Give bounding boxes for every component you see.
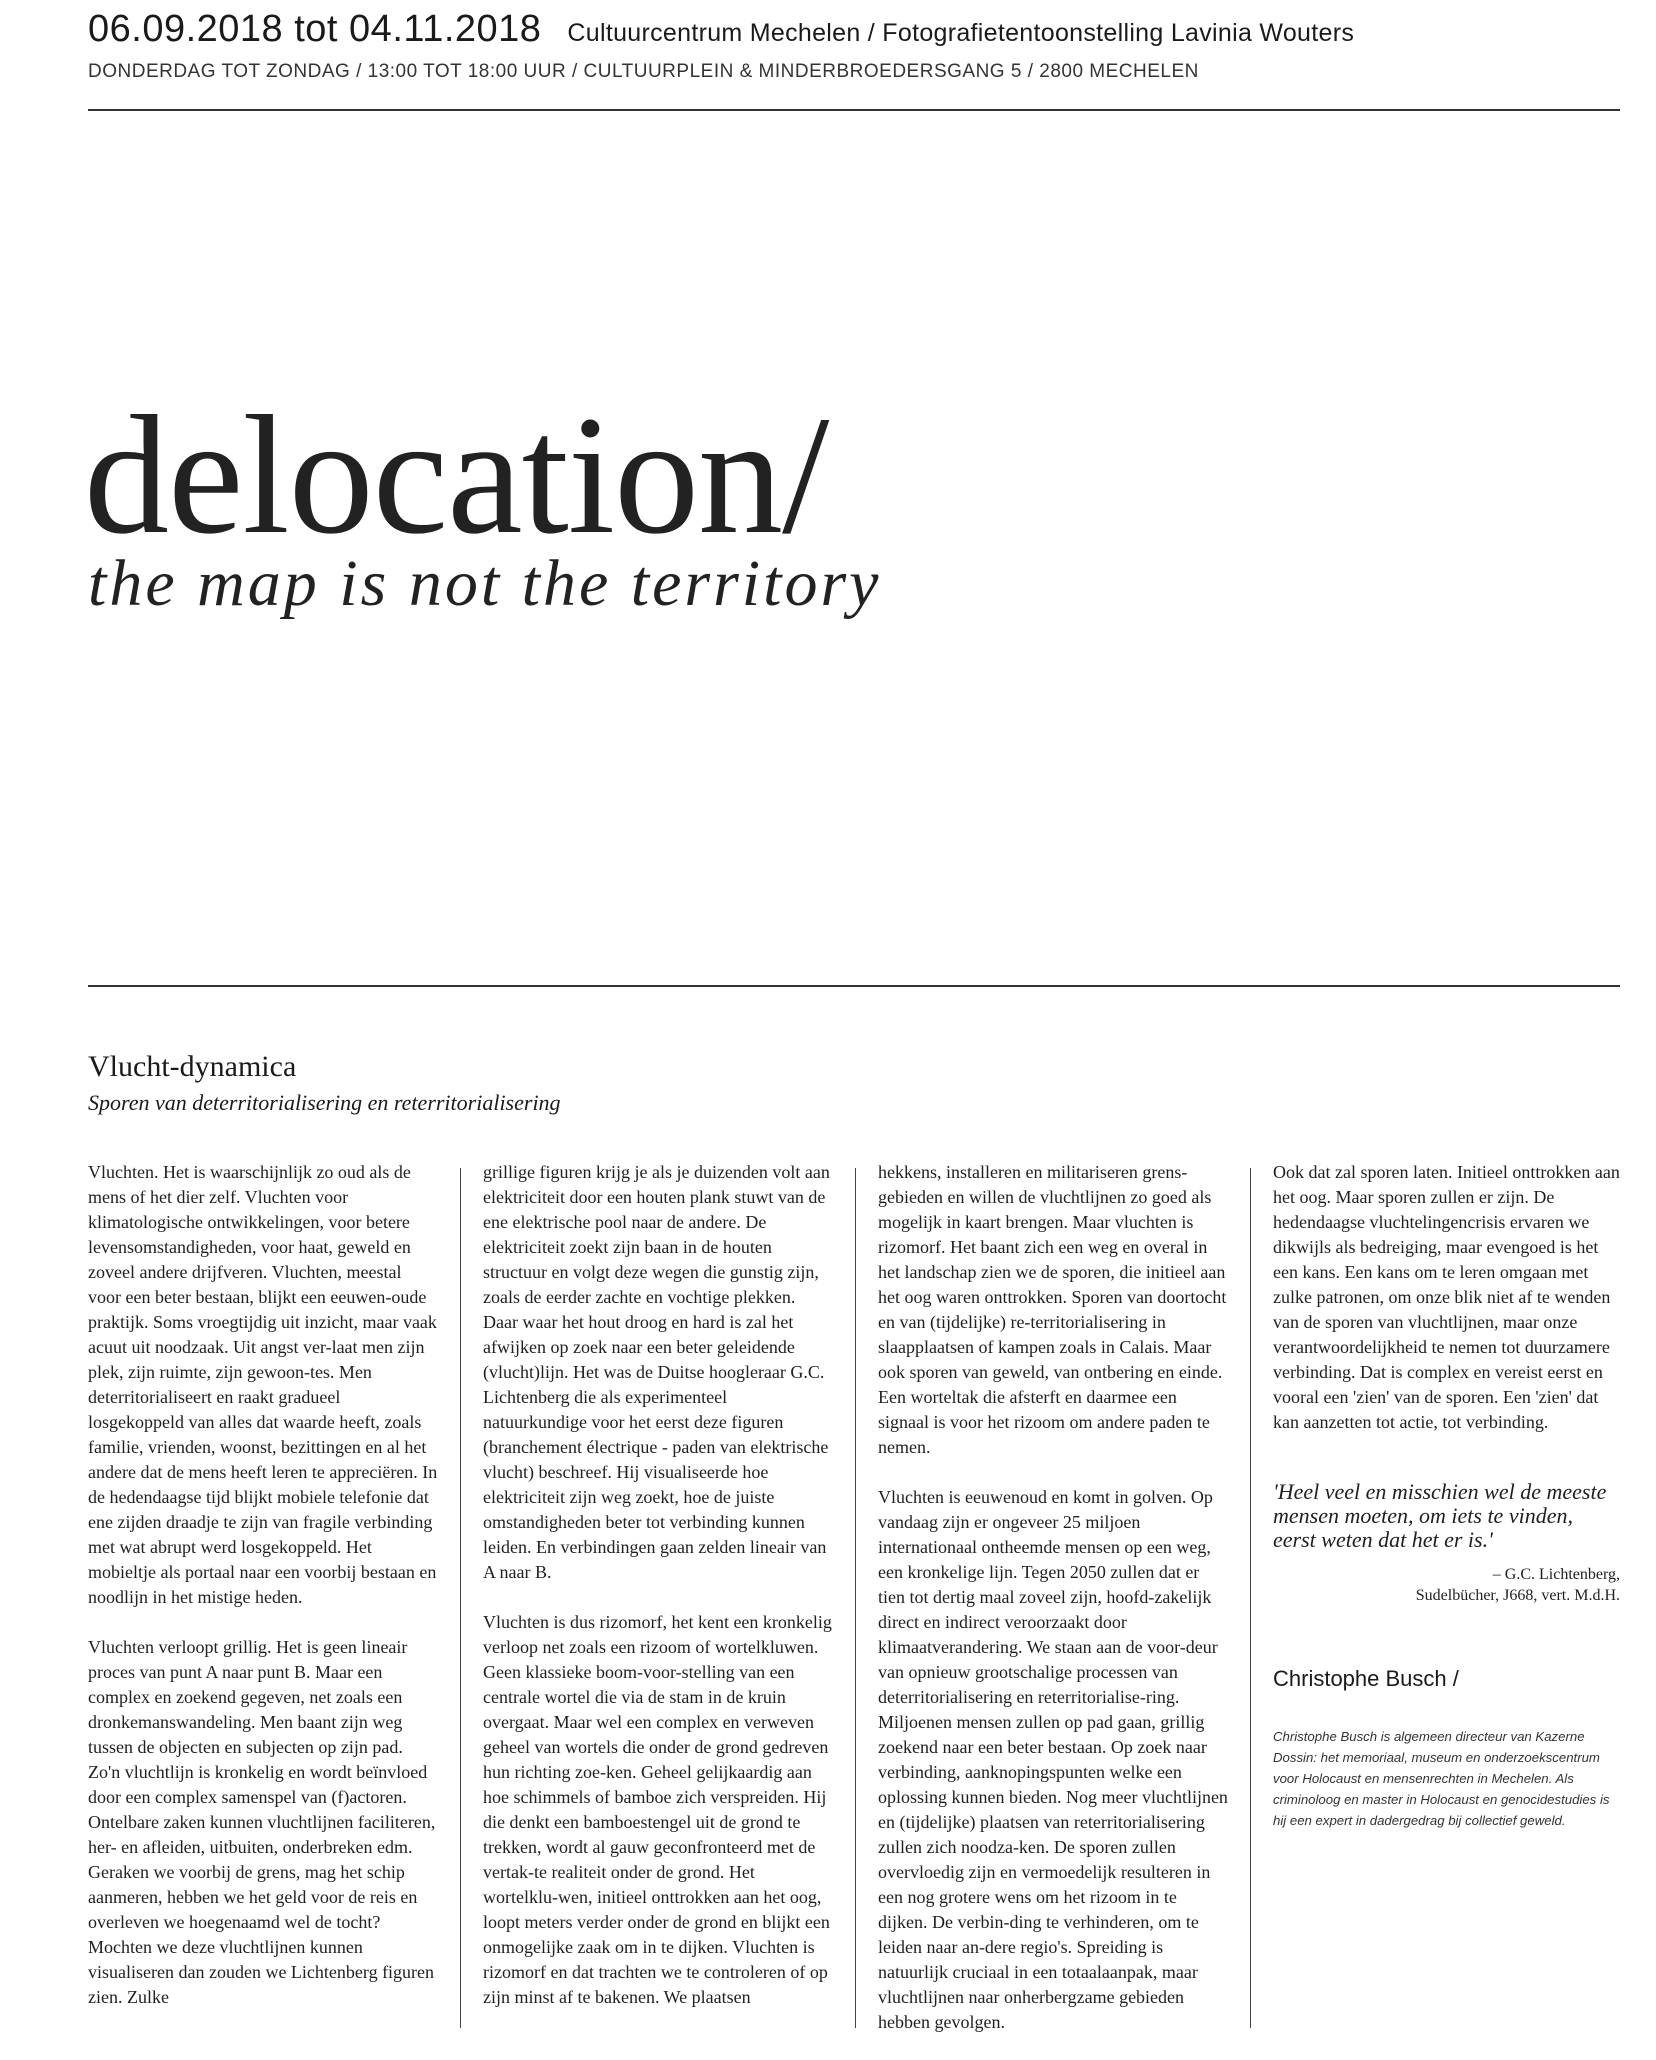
subtitle: the map is not the territory [88,547,882,620]
paragraph: hekkens, installeren en militariseren grens-gebieden en willen de vluchtlijnen zo goed als mogelijk in kaart brengen. Maar vluchten is rizomorf. Het baant zich een weg en overal in het landschap zien we de sporen, die initieel aan het oog waren onttrokken. Sporen van doortocht en van (tijdelijke) re-territorialisering in slaapplaatsen of kampen zoals in Calais. Maar ook sporen van geweld, van ontbering en einde. Een worteltak die afsterft en daarmee een signaal is voor het rizoom om andere paden te nemen. [878,1162,1227,1457]
exhibition-details: DONDERDAG TOT ZONDAG / 13:00 TOT 18:00 UUR / CULTUURPLEIN & MINDERBROEDERSGANG 5 / 2800 MECHELEN [88,61,1199,82]
author-bio: Christophe Busch is algemeen directeur van Kazerne Dossin: het memoriaal, museum en onderzoekscentrum voor Holocaust en mensenrechten in Mechelen. Als criminoloog en master in Holocaust en genocidestudies is hij een expert in dadergedrag bij collectief geweld. [1273,1729,1610,1828]
title-block [84,381,882,622]
exhibition-venue: Cultuurcentrum Mechelen / Fotografietentoonstelling Lavinia Wouters [567,19,1355,47]
top-divider [88,109,1620,111]
article-column-1 [88,1160,438,2035]
header-line [88,8,1618,51]
article-heading-block [88,1050,561,1116]
main-title: delocation/ [84,381,829,569]
paragraph: Vluchten is dus rizomorf, het kent een kronkelig verloop net zoals een rizoom of wortelkluwen. Geen klassieke boom-voor-stelling van een centrale wortel die via de stam in de kruin overgaat. Maar wel een complex en verweven geheel van wortels die onder de grond gedreven hun richting zoe-ken. Geheel gelijkaardig aan hoe schimmels of bamboe zich verspreiden. Hij die denkt een bamboestengel uit de grond te trekken, wordt al gauw geconfronteerd met de vertak-te realiteit onder de grond. Het wortelklu-wen, initieel onttrokken aan het oog, loopt meters verder onder de grond en blijkt een onmogelijke zaak om in te dijken. Vluchten is rizomorf en dat trachten we te controleren of op zijn minst af te bakenen. We plaatsen [483,1612,832,2007]
quote-attribution-line: Sudelbücher, J668, vert. M.d.H. [1415,1587,1620,1604]
quote-attribution-line: – G.C. Lichtenberg, [1492,1566,1620,1583]
paragraph: grillige figuren krijg je als je duizenden volt aan elektriciteit door een houten plank stuwt van de ene elektrische pool naar de andere. De elektriciteit zoekt zijn baan in de houten structuur en volgt deze wegen die gunstig zijn, zoals de eerder zachte en vochtige plekken. Daar waar het hout droog en hard is zal het afwijken op zoek naar een beter geleidende (vlucht)lijn. Het was de Duitse hoogleraar G.C. Lichtenberg die als experimenteel natuurkundige voor het eerst deze figuren (branchement électrique - paden van elektrische vlucht) beschreef. Hij visualiseerde hoe elektriciteit zijn weg zoekt, hoe de juiste omstandigheden beter tot verbinding kunnen leiden. En verbindingen gaan zelden lineair van A naar B. [483,1162,830,1582]
article-column-3 [878,1160,1228,2060]
pull-quote: 'Heel veel en misschien wel de meeste mensen moeten, om iets te vinden, eerst weten dat het er is.' [1273,1479,1607,1552]
paragraph: Vluchten. Het is waarschijnlijk zo oud als de mens of het dier zelf. Vluchten voor klimatologische ontwikkelingen, voor betere levensomstandigheden, voor haat, geweld en zoveel andere drijfveren. Vluchten, meestal voor een beter bestaan, blijkt een eeuwen-oude praktijk. Soms vroegtijdig uit inzicht, maar vaak acuut uit noodzaak. Uit angst ver-laat men zijn plek, zijn ruimte, zijn gewoon-tes. Men deterritorialiseert en raakt gradueel losgekoppeld van alles dat waarde heeft, zoals familie, vrienden, woonst, bezittingen en al het andere dat de mens heeft leren te appreciëren. In de hedendaagse tijd blijkt mobiele telefonie dat ene zijden draadje te zijn van fragile verbinding met wat abrupt werd losgekoppeld. Het mobieltje als portaal naar een voorbij bestaan en noodlijn in het mistige heden. [88,1162,438,1607]
article-column-4 [1273,1160,1620,1831]
paragraph: Vluchten verloopt grillig. Het is geen lineair proces van punt A naar punt B. Maar een complex en zoekend gegeven, net zoals een dronkemanswandeling. Men baant zijn weg tussen de objecten en subjecten op zijn pad. Zo'n vluchtlijn is kronkelig en wordt beïnvloed door een complex samenspel van (f)actoren. Ontelbare zaken kunnen vluchtlijnen faciliteren, her- en afleiden, uitbuiten, onderbreken edm. Geraken we voorbij de grens, mag het schip aanmeren, hebben we het geld voor de reis en overleven we hoegenaamd wel de tocht? Mochten we deze vluchtlijnen kunnen visualiseren dan zouden we Lichtenberg figuren zien. Zulke [88,1637,436,2007]
middle-divider [88,985,1620,987]
paragraph: Ook dat zal sporen laten. Initieel onttrokken aan het oog. Maar sporen zullen er zijn. De hedendaagse vluchtelingencrisis ervaren we dikwijls als bedreiging, maar evengoed is het een kans. Een kans om te leren omgaan met zulke patronen, om onze blik niet af te wenden van de sporen van vluchtlijnen, maar onze verantwoordelijkheid te nemen tot duurzamere verbinding. Dat is complex en vereist eerst en vooral een 'zien' van de sporen. Een 'zien' dat kan aanzetten tot actie, tot verbinding. [1273,1162,1620,1432]
column-divider [460,1168,461,2028]
article-column-2 [483,1160,833,2035]
exhibition-dates: 06.09.2018 tot 04.11.2018 [88,8,542,50]
column-divider [1250,1168,1251,2028]
paragraph: Vluchten is eeuwenoud en komt in golven. Op vandaag zijn er ongeveer 25 miljoen internationaal ontheemde mensen op een weg, een kronkelige lijn. Tegen 2050 zullen dat er tien tot dertig maal zoveel zijn, hoofd-zakelijk direct en indirect veroorzaakt door klimaatverandering. We staan aan de voor-deur van opnieuw grootschalige processen van deterritorialisering en reterritorialise-ring. Miljoenen mensen zullen op pad gaan, grillig zoekend naar een beter bestaan. Op zoek naar verbinding, aanknopingspunten welke een oplossing kunnen bieden. Nog meer vluchtlijnen en (tijdelijke) plaatsen van reterritorialisering zullen zich noodza-ken. De sporen zullen overvloedig zijn en vermoedelijk resulteren in een nog grotere wens om het rizoom in te dijken. De verbin-ding te verhinderen, om te leiden naar an-dere regio's. Spreiding is natuurlijk cruciaal in een totaalaanpak, maar vluchtlijnen naar onherbergzame gebieden hebben gevolgen. [878,1487,1228,2032]
article-heading: Vlucht-dynamica [88,1050,297,1083]
author-name: Christophe Busch / [1273,1666,1459,1691]
page-header [88,8,1618,83]
article-columns [88,1160,1620,2030]
column-divider [855,1168,856,2028]
article-subheading: Sporen van deterritorialisering en reterritorialisering [88,1090,561,1115]
quote-attribution [1273,1564,1620,1606]
